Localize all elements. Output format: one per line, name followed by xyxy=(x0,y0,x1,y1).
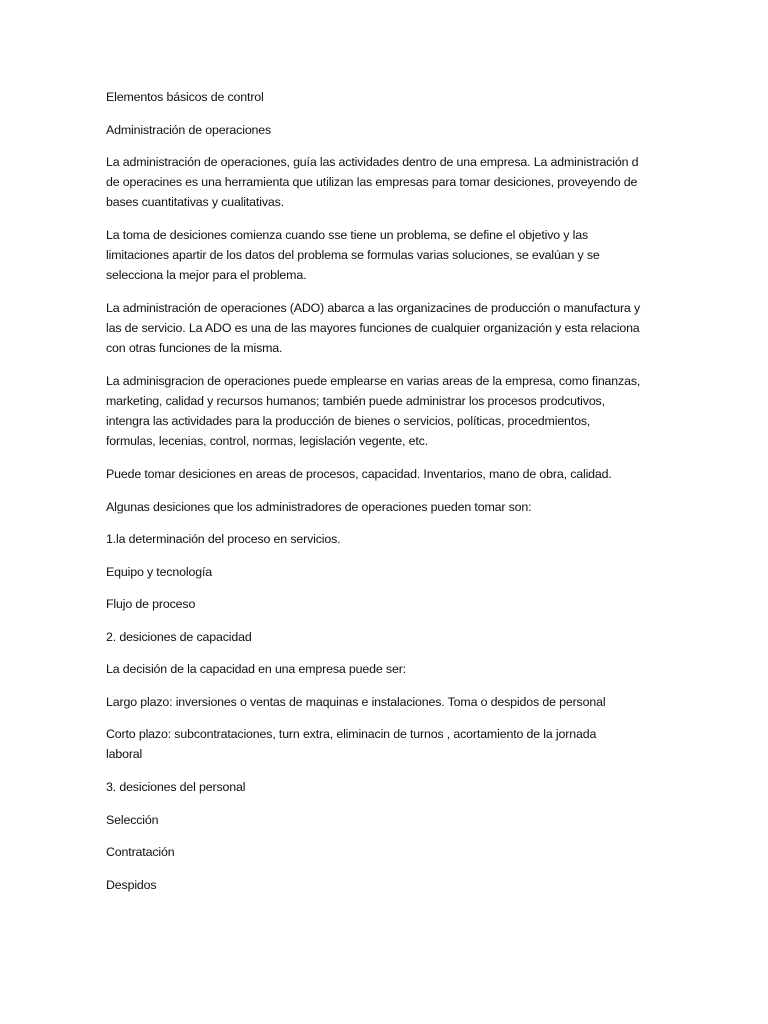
text-line: Corto plazo: subcontrataciones, turn extra, eliminacin de turnos , acortamiento de la jornada xyxy=(106,727,597,741)
text-line: bases cuantitativas y cualitativas. xyxy=(106,195,284,209)
text-line: Equipo y tecnología xyxy=(106,564,212,579)
document-title xyxy=(106,87,666,107)
text-line: La adminisgracion de operaciones puede emplearse en varias areas de la empresa, como finanzas, xyxy=(106,374,641,388)
text-line: 3. desiciones del personal xyxy=(106,780,246,794)
text-line: formulas, lecenias, control, normas, legislación vegente, etc. xyxy=(106,434,428,448)
paragraph xyxy=(106,371,666,451)
document-page xyxy=(106,87,666,907)
list-item xyxy=(106,810,666,830)
text-line: La administración de operaciones, guía las actividades dentro de una empresa. La administración d xyxy=(106,155,639,169)
text-line: Puede tomar desiciones en areas de procesos, capacidad. Inventarios, mano de obra, calidad. xyxy=(106,467,612,481)
text-line: Elementos básicos de control xyxy=(106,90,264,104)
section-heading xyxy=(106,120,666,140)
text-line: las de servicio. La ADO es una de las mayores funciones de cualquier organización y esta relaciona xyxy=(106,321,640,335)
text-line: con otras funciones de la misma. xyxy=(106,341,283,355)
list-item xyxy=(106,724,666,764)
text-line: La administración de operaciones (ADO) abarca a las organizacines de producción o manufactura y xyxy=(106,301,640,315)
text-line: La decisión de la capacidad en una empresa puede ser: xyxy=(106,662,406,676)
text-line: La toma de desiciones comienza cuando sse tiene un problema, se define el objetivo y las xyxy=(106,228,589,242)
text-line: de operacines es una herramienta que utilizan las empresas para tomar desiciones, proveyendo de xyxy=(106,175,638,189)
text-line: intengra las actividades para la producción de bienes o servicios, políticas, procedmientos, xyxy=(106,414,591,428)
text-line: 2. desiciones de capacidad xyxy=(106,629,252,644)
list-item xyxy=(106,692,666,712)
list-item xyxy=(106,875,666,895)
list-heading xyxy=(106,627,666,647)
paragraph xyxy=(106,225,666,285)
text-line: Contratación xyxy=(106,845,175,859)
paragraph xyxy=(106,464,666,484)
list-heading xyxy=(106,529,666,549)
paragraph xyxy=(106,152,666,212)
text-line: limitaciones apartir de los datos del problema se formulas varias soluciones, se evalúan y se xyxy=(106,248,600,262)
paragraph xyxy=(106,659,666,679)
text-line: 1.la determinación del proceso en servicios. xyxy=(106,532,341,546)
text-line: Selección xyxy=(106,812,159,827)
text-line: Despidos xyxy=(106,877,157,892)
text-line: Flujo de proceso xyxy=(106,597,196,611)
list-item xyxy=(106,842,666,862)
list-item xyxy=(106,562,666,582)
list-item xyxy=(106,594,666,614)
text-line: laboral xyxy=(106,747,143,761)
paragraph xyxy=(106,497,666,517)
paragraph xyxy=(106,298,666,358)
text-line: Largo plazo: inversiones o ventas de maquinas e instalaciones. Toma o despidos de personal xyxy=(106,694,606,709)
text-line: Algunas desiciones que los administradores de operaciones pueden tomar son: xyxy=(106,499,532,514)
text-line: Administración de operaciones xyxy=(106,122,272,137)
text-line: selecciona la mejor para el problema. xyxy=(106,268,307,282)
list-heading xyxy=(106,777,666,797)
text-line: marketing, calidad y recursos humanos; también puede administrar los procesos prodcutivos, xyxy=(106,394,605,408)
